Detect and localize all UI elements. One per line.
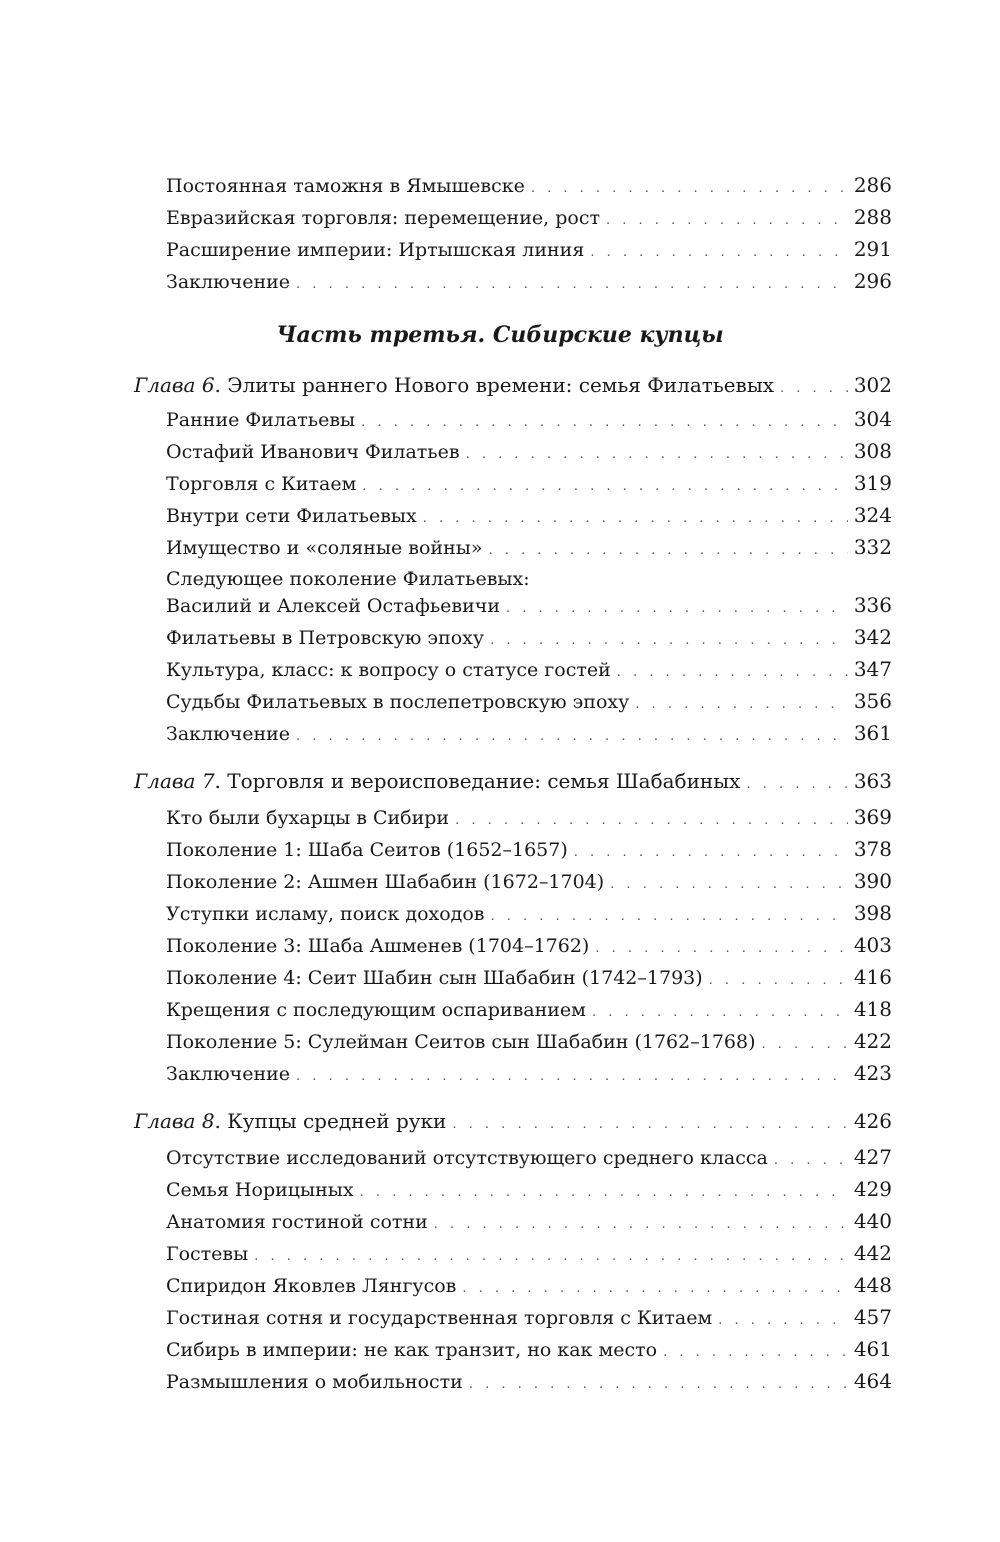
toc-entry[interactable]	[166, 688, 892, 718]
toc-entry-page: 418	[853, 997, 892, 1021]
toc-entry[interactable]	[166, 1272, 892, 1302]
dot-leader	[455, 808, 848, 834]
chapter-label: Глава 7	[134, 769, 215, 793]
toc-entry[interactable]	[166, 900, 892, 930]
toc-entry[interactable]	[166, 1240, 892, 1270]
toc-entry[interactable]	[166, 804, 892, 834]
toc-entry-page: 319	[853, 471, 892, 495]
dot-leader	[296, 1064, 848, 1090]
toc-entry-page: 288	[853, 205, 892, 229]
dot-leader	[709, 968, 848, 994]
toc-entry[interactable]	[166, 624, 892, 654]
toc-entry[interactable]	[166, 932, 892, 962]
toc-entry-title: Судьбы Филатьевых в послепетровскую эпоху	[166, 691, 630, 713]
chapter-title-group	[134, 1108, 446, 1134]
dot-leader	[361, 410, 848, 436]
toc-entry-page: 296	[853, 269, 892, 293]
dot-leader	[663, 1340, 848, 1366]
toc-entry-title: Уступки исламу, поиск доходов	[166, 903, 485, 925]
dot-leader	[469, 1372, 848, 1398]
toc-entry-title: Поколение 4: Сеит Шабин сын Шабабин (1742–1793)	[166, 967, 703, 989]
toc-entry-page: 361	[853, 721, 892, 745]
toc-entry-title: Гостиная сотня и государственная торговля с Китаем	[166, 1307, 713, 1329]
dot-leader	[617, 660, 848, 686]
toc-entry-title-line1: Следующее поколение Филатьевых:	[166, 568, 530, 590]
toc-entry-page: 427	[853, 1145, 892, 1169]
dot-leader	[491, 904, 848, 930]
toc-entry-page: 324	[853, 503, 892, 527]
toc-entry-title: Гостевы	[166, 1243, 249, 1265]
toc-entry-page: 304	[853, 407, 892, 431]
toc-entry-page: 442	[853, 1241, 892, 1265]
toc-entry-title: Евразийская торговля: перемещение, рост	[166, 207, 600, 229]
toc-entry-title: Размышления о мобильности	[166, 1371, 463, 1393]
toc-entry[interactable]	[166, 1208, 892, 1238]
toc-entry[interactable]	[166, 1304, 892, 1334]
toc-entry-title: Поколение 3: Шаба Ашменев (1704–1762)	[166, 935, 590, 957]
toc-entry[interactable]	[166, 720, 892, 750]
dot-leader	[360, 1180, 848, 1206]
toc-entry-title: Постоянная таможня в Ямышевске	[166, 175, 525, 197]
dot-leader	[296, 272, 848, 298]
toc-entry-title: Заключение	[166, 1063, 291, 1085]
chapter-entry[interactable]	[134, 768, 892, 798]
dot-leader	[718, 1308, 848, 1334]
dot-leader	[774, 1148, 848, 1174]
toc-entry-title: Внутри сети Филатьевых	[166, 505, 417, 527]
toc-entry-page: 342	[853, 625, 892, 649]
toc-entry-page: 347	[853, 657, 892, 681]
dot-leader	[531, 176, 848, 202]
toc-entry-title: Торговля с Китаем	[166, 473, 357, 495]
toc-entry-title: Имущество и «соляные войны»	[166, 537, 483, 559]
toc-entry[interactable]	[166, 438, 892, 468]
toc-entry-title: Заключение	[166, 271, 291, 293]
toc-entry-page: 422	[853, 1029, 892, 1053]
dot-leader	[362, 474, 847, 500]
toc-entry-title: Заключение	[166, 723, 291, 745]
toc-entry-page: 461	[853, 1337, 892, 1361]
toc-entry-page: 416	[853, 965, 892, 989]
chapter-page: 302	[853, 373, 892, 397]
dot-leader	[592, 1000, 848, 1026]
dot-leader	[254, 1244, 848, 1270]
dot-leader	[452, 1112, 847, 1138]
toc-entry[interactable]	[166, 470, 892, 500]
toc-entry[interactable]	[166, 502, 892, 532]
dot-leader	[780, 376, 848, 402]
toc-entry[interactable]	[166, 406, 892, 436]
dot-leader	[506, 596, 848, 622]
dot-leader	[423, 506, 848, 532]
toc-entry-page: 403	[853, 933, 892, 957]
toc-entry[interactable]	[166, 592, 892, 622]
toc-entry-page: 291	[853, 237, 892, 261]
chapter-label: Глава 6	[134, 373, 215, 397]
dot-leader	[595, 936, 847, 962]
toc-entry-page: 369	[853, 805, 892, 829]
toc-entry-title: Поколение 2: Ашмен Шабабин (1672–1704)	[166, 871, 605, 893]
toc-entry-page: 423	[853, 1061, 892, 1085]
dot-leader	[590, 240, 847, 266]
toc-entry-page: 440	[853, 1209, 892, 1233]
dot-leader	[490, 628, 848, 654]
toc-entry[interactable]	[166, 534, 892, 564]
chapter-entry[interactable]	[134, 372, 892, 402]
dot-leader	[489, 538, 848, 564]
toc-entry[interactable]	[166, 996, 892, 1026]
chapter-title: . Элиты раннего Нового времени: семья Филатьевых	[214, 373, 775, 397]
toc-entry[interactable]	[166, 868, 892, 898]
toc-entry-title: Василий и Алексей Остафьевичи	[166, 595, 501, 617]
dot-leader	[610, 872, 848, 898]
chapter-title-group	[134, 372, 774, 398]
toc-entry-title: Сибирь в империи: не как транзит, но как место	[166, 1339, 658, 1361]
toc-entry-page: 336	[853, 593, 892, 617]
dot-leader	[635, 692, 848, 718]
toc-entry-line1[interactable]	[166, 566, 892, 592]
toc-entry[interactable]	[166, 836, 892, 866]
toc-entry-page: 390	[853, 869, 892, 893]
dot-leader	[762, 1032, 848, 1058]
toc-entry[interactable]	[166, 1368, 892, 1398]
toc-entry-title: Кто были бухарцы в Сибири	[166, 807, 450, 829]
dot-leader	[462, 1276, 847, 1302]
toc-entry-title: Расширение империи: Иртышская линия	[166, 239, 585, 261]
toc-entry[interactable]	[166, 268, 892, 298]
toc-entry-page: 332	[853, 535, 892, 559]
toc-entry-title: Семья Норицыных	[166, 1179, 354, 1201]
toc-entry[interactable]	[166, 1144, 892, 1174]
toc-entry-page: 378	[853, 837, 892, 861]
dot-leader	[296, 724, 848, 750]
dot-leader	[434, 1212, 848, 1238]
toc-entry[interactable]	[166, 1060, 892, 1090]
dot-leader	[746, 772, 847, 798]
toc-entry[interactable]	[166, 964, 892, 994]
chapter-title: . Купцы средней руки	[214, 1109, 447, 1133]
toc-entry[interactable]	[166, 656, 892, 686]
toc-entry-title: Поколение 5: Сулейман Сеитов сын Шабабин (1762–1768)	[166, 1031, 756, 1053]
toc-entry[interactable]	[166, 172, 892, 202]
dot-leader	[574, 840, 848, 866]
chapter-label: Глава 8	[134, 1109, 215, 1133]
toc-entry-page: 448	[853, 1273, 892, 1297]
toc-entry-title: Крещения с последующим оспариванием	[166, 999, 586, 1021]
toc-entry[interactable]	[166, 1028, 892, 1058]
toc-entry-title: Культура, класс: к вопросу о статусе гостей	[166, 659, 611, 681]
toc-entry-title: Ранние Филатьевы	[166, 409, 356, 431]
chapter-page: 426	[853, 1109, 892, 1133]
chapter-title: . Торговля и вероисповедание: семья Шабабиных	[214, 769, 741, 793]
toc-entry-page: 356	[853, 689, 892, 713]
toc-entry[interactable]	[166, 204, 892, 234]
dot-leader	[466, 442, 848, 468]
toc-entry-title: Анатомия гостиной сотни	[166, 1211, 428, 1233]
chapter-entry[interactable]	[134, 1108, 892, 1138]
toc-entry-page: 308	[853, 439, 892, 463]
toc-entry-title: Филатьевы в Петровскую эпоху	[166, 627, 485, 649]
toc-entry-page: 286	[853, 173, 892, 197]
chapter-page: 363	[853, 769, 892, 793]
toc-entry[interactable]	[166, 1336, 892, 1366]
toc-entry-page: 457	[853, 1305, 892, 1329]
toc-entry-title: Остафий Иванович Филатьев	[166, 441, 460, 463]
part-heading: Часть третья. Сибирские купцы	[276, 322, 724, 348]
toc-entry-title: Спиридон Яковлев Лянгусов	[166, 1275, 457, 1297]
toc-entry-page: 464	[853, 1369, 892, 1393]
toc-entry-title: Поколение 1: Шаба Сеитов (1652–1657)	[166, 839, 568, 861]
toc-entry-title: Отсутствие исследований отсутствующего среднего класса	[166, 1147, 768, 1169]
toc-entry-page: 429	[853, 1177, 892, 1201]
toc-entry[interactable]	[166, 1176, 892, 1206]
chapter-title-group	[134, 768, 740, 794]
dot-leader	[606, 208, 848, 234]
toc-entry[interactable]	[166, 236, 892, 266]
toc-entry-page: 398	[853, 901, 892, 925]
